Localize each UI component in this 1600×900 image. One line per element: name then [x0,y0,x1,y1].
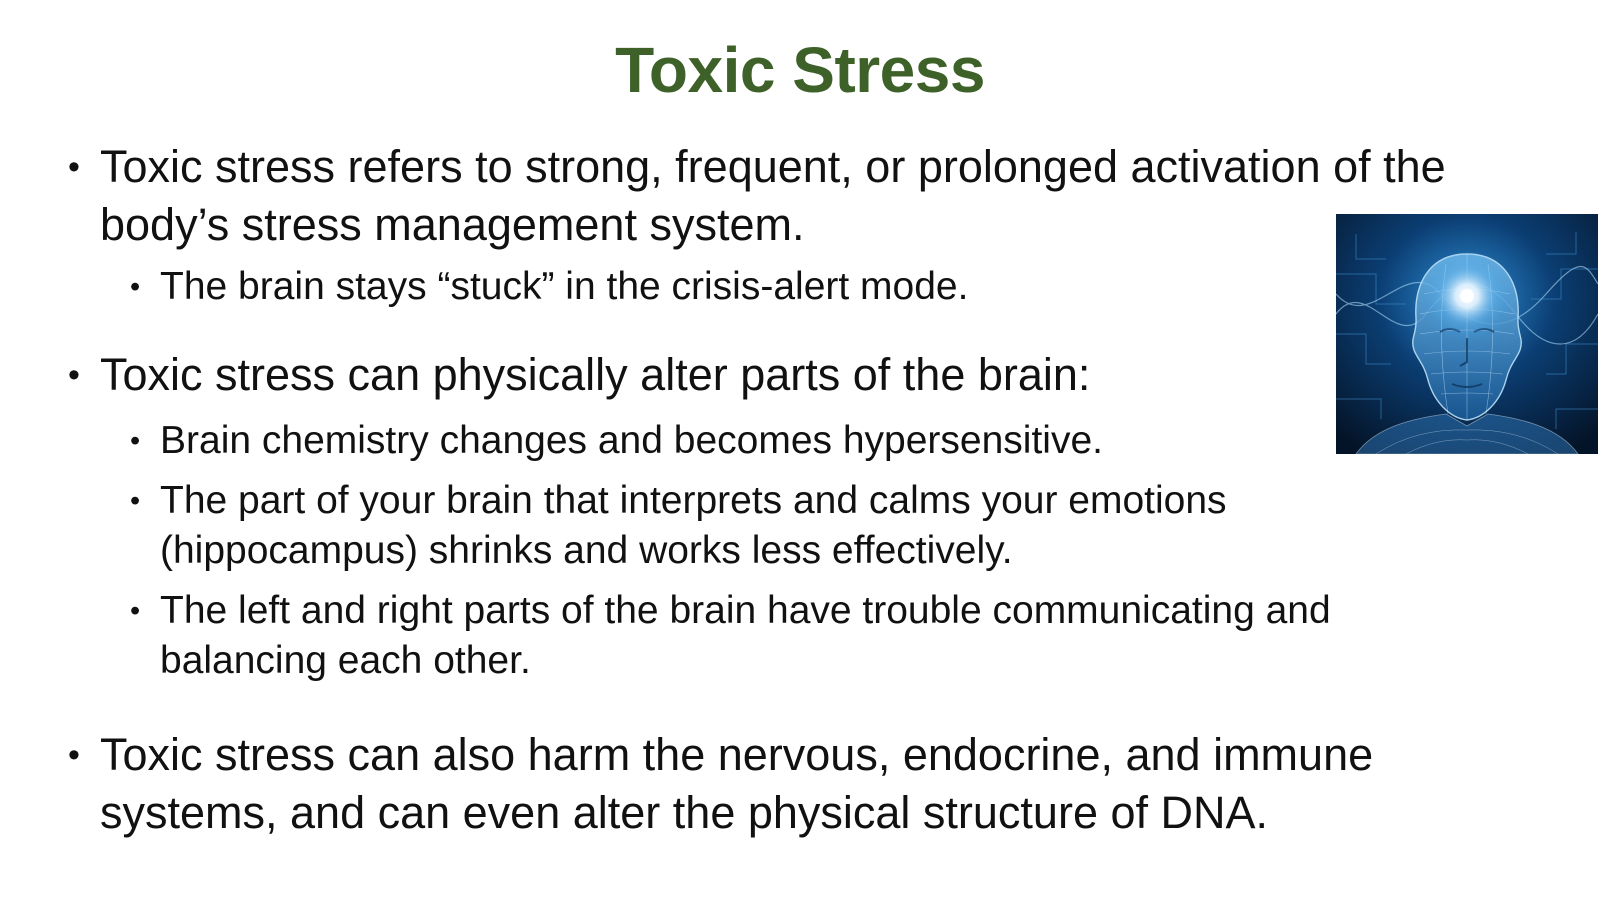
bullet-text: Toxic stress refers to strong, frequent, or prolonged activation of the body’s stress management system. [100,141,1446,250]
sub-bullet-dot: • [130,595,141,627]
bullet-item [68,346,1500,404]
bullet-text: Toxic stress can also harm the nervous, endocrine, and immune systems, and can even alter the physical structure of DNA. [100,729,1374,838]
sub-bullet-text: The left and right parts of the brain have trouble communicating and balancing each other. [160,589,1331,682]
slide-title: Toxic Stress [615,34,985,106]
bullet-item [68,726,1500,842]
bullet-dot: • [68,148,80,186]
digital-head-image [1336,214,1598,454]
sub-bullet-item [130,586,1490,686]
sub-bullet-dot: • [130,425,141,457]
sub-bullet-dot: • [130,271,141,303]
bullet-dot: • [68,356,80,394]
sub-bullet-text: The part of your brain that interprets and calms your emotions (hippocampus) shrinks and works less effectively. [160,479,1227,572]
sub-bullet-text: Brain chemistry changes and becomes hypersensitive. [160,419,1103,462]
sub-bullet-item [130,416,1490,466]
sub-bullet-text: The brain stays “stuck” in the crisis-alert mode. [160,265,969,308]
bullet-text: Toxic stress can physically alter parts of the brain: [100,349,1091,400]
sub-bullet-dot: • [130,485,141,517]
sub-bullet-item [130,262,1490,312]
sub-bullet-item [130,476,1490,576]
bullet-item [68,138,1500,254]
bullet-dot: • [68,736,80,774]
